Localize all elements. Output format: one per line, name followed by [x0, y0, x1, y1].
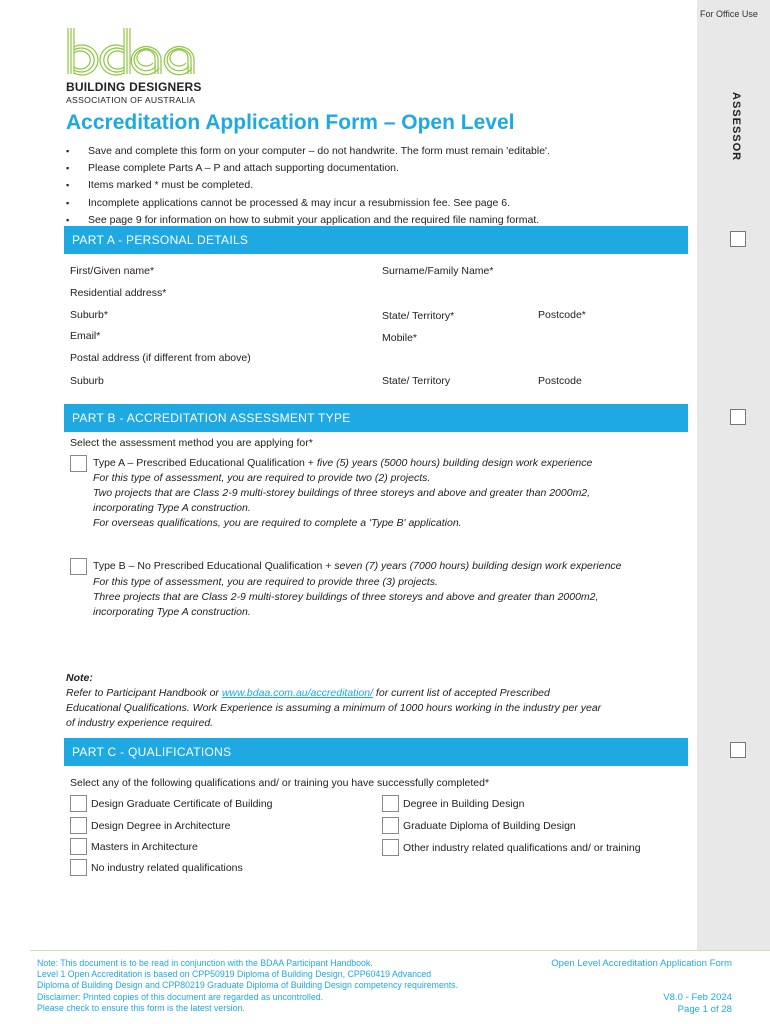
note-line-2: Educational Qualifications. Work Experience is assuming a minimum of 1000 hours working in the industry per year: [66, 702, 602, 714]
postal-postcode-field[interactable]: Postcode: [538, 375, 582, 387]
qualification-label: No industry related qualifications: [91, 862, 243, 874]
suburb-field[interactable]: Suburb*: [70, 309, 108, 321]
footer-form-title: Open Level Accreditation Application Form: [551, 958, 732, 969]
intro-bullet: ▪ Save and complete this form on your computer – do not handwrite. The form must remain 'editable'.: [66, 143, 550, 160]
qualification-label: Design Degree in Architecture: [91, 820, 231, 832]
bdaa-logo: [66, 26, 198, 78]
part-c-prompt: Select any of the following qualifications and/ or training you have successfully completed*: [70, 777, 490, 789]
intro-bullet: ▪ Incomplete applications cannot be processed & may incur a resubmission fee. See page 6.: [66, 195, 550, 212]
mobile-field[interactable]: Mobile*: [382, 332, 418, 344]
type-a-checkbox[interactable]: [70, 455, 87, 472]
intro-bullet: ▪ Please complete Parts A – P and attach supporting documentation.: [66, 160, 550, 177]
type-a-detail: For this type of assessment, you are required to provide two (2) projects.: [93, 472, 431, 484]
qualification-checkbox[interactable]: [70, 795, 87, 812]
type-b-checkbox[interactable]: [70, 558, 87, 575]
page-title: Accreditation Application Form – Open Level: [66, 111, 515, 134]
surname-field[interactable]: Surname/Family Name*: [382, 265, 494, 277]
assessor-checkbox-part-c[interactable]: [730, 742, 746, 758]
qualification-checkbox[interactable]: [70, 838, 87, 855]
part-b-prompt: Select the assessment method you are applying for*: [70, 437, 313, 449]
qualification-checkbox[interactable]: [382, 817, 399, 834]
type-a-detail: For overseas qualifications, you are required to complete a 'Type B' application.: [93, 517, 462, 529]
qualification-checkbox[interactable]: [70, 859, 87, 876]
accreditation-link[interactable]: www.bdaa.com.au/accreditation/: [221, 687, 374, 699]
qualification-label: Degree in Building Design: [403, 798, 525, 810]
postcode-field[interactable]: Postcode*: [538, 309, 586, 321]
qualification-checkbox[interactable]: [382, 839, 399, 856]
qualification-label: Graduate Diploma of Building Design: [403, 820, 576, 832]
intro-bullet-list: [66, 143, 550, 229]
part-c-heading: PART C - QUALIFICATIONS: [64, 738, 688, 766]
footer-note: Note: This document is to be read in conjunction with the BDAA Participant Handbook.: [37, 958, 373, 968]
footer-page-number: Page 1 of 28: [677, 1004, 732, 1015]
type-b-title: Type B – No Prescribed Educational Qualification + seven (7) years (7000 hours) building design work experience: [93, 560, 622, 572]
qualification-label: Design Graduate Certificate of Building: [91, 798, 273, 810]
type-b-detail: For this type of assessment, you are required to provide three (3) projects.: [93, 576, 438, 588]
qualification-checkbox[interactable]: [70, 817, 87, 834]
note-line-3: of industry experience required.: [66, 717, 214, 729]
type-a-title: Type A – Prescribed Educational Qualification + five (5) years (5000 hours) building design work experience: [93, 457, 593, 469]
logo-line-1: BUILDING DESIGNERS: [66, 80, 202, 94]
footer-disclaimer: Please check to ensure this form is the latest version.: [37, 1003, 245, 1013]
type-a-detail: Two projects that are Class 2-9 multi-storey buildings of three storeys and above and greater than 2000m2,: [93, 487, 591, 499]
qualification-label: Other industry related qualifications and/ or training: [403, 842, 641, 854]
postal-address-field[interactable]: Postal address (if different from above): [70, 352, 251, 364]
postal-suburb-field[interactable]: Suburb: [70, 375, 104, 387]
state-field[interactable]: State/ Territory*: [382, 310, 455, 322]
type-b-detail: incorporating Type A construction.: [93, 606, 251, 618]
assessor-label: ASSESSOR: [730, 92, 742, 162]
intro-bullet: ▪ See page 9 for information on how to submit your application and the required file naming format.: [66, 212, 550, 229]
email-field[interactable]: Email*: [70, 330, 101, 342]
qualification-checkbox[interactable]: [382, 795, 399, 812]
footer-disclaimer: Disclaimer: Printed copies of this document are regarded as uncontrolled.: [37, 992, 324, 1002]
assessor-checkbox-part-a[interactable]: [730, 231, 746, 247]
note-line-1: Refer to Participant Handbook or www.bdaa.com.au/accreditation/ for current list of accepted Prescribed: [66, 687, 550, 699]
footer-divider: [30, 950, 770, 951]
assessor-checkbox-part-b[interactable]: [730, 409, 746, 425]
footer-note: Diploma of Building Design and CPP80219 Graduate Diploma of Building Design competency requirements.: [37, 980, 459, 990]
footer-version: V8.0 - Feb 2024: [663, 992, 732, 1003]
part-a-heading: PART A - PERSONAL DETAILS: [64, 226, 688, 254]
type-b-detail: Three projects that are Class 2-9 multi-storey buildings of three storeys and above and greater than 2000m2,: [93, 591, 599, 603]
postal-state-field[interactable]: State/ Territory: [382, 375, 451, 387]
residential-address-field[interactable]: Residential address*: [70, 287, 167, 299]
part-b-heading: PART B - ACCREDITATION ASSESSMENT TYPE: [64, 404, 688, 432]
first-name-field[interactable]: First/Given name*: [70, 265, 155, 277]
note-label: Note:: [66, 672, 93, 684]
logo-line-2: ASSOCIATION OF AUSTRALIA: [66, 95, 196, 105]
type-a-detail: incorporating Type A construction.: [93, 502, 251, 514]
office-use-label: For Office Use: [700, 9, 758, 19]
intro-bullet: ▪ Items marked * must be completed.: [66, 177, 550, 194]
qualification-label: Masters in Architecture: [91, 841, 198, 853]
footer-note: Level 1 Open Accreditation is based on CPP50919 Diploma of Building Design, CPP60419 Advanced: [37, 969, 432, 979]
